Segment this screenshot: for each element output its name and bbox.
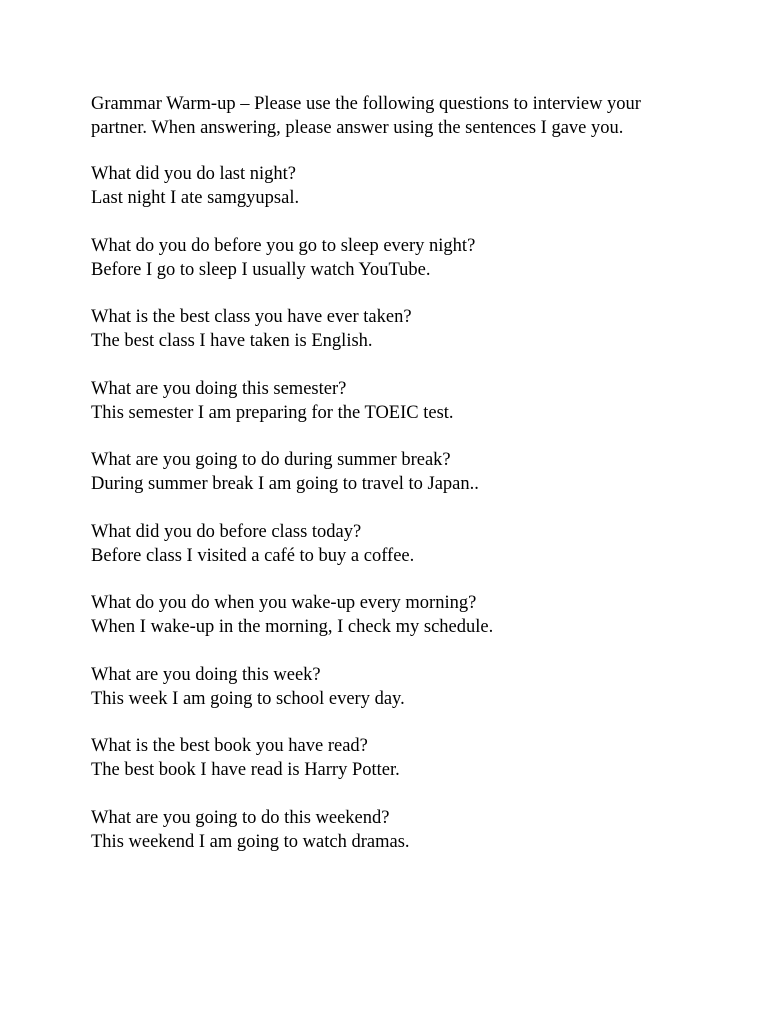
answer-text: Before I go to sleep I usually watch YouTube. (91, 259, 431, 280)
qa-item (91, 734, 691, 782)
instructions-paragraph: Grammar Warm-up – Please use the following questions to interview your partner. When answering, please answer using the sentences I gave you. (91, 94, 641, 138)
question-text: What are you going to do during summer break? (91, 450, 451, 470)
question-text: What do you do before you go to sleep every night? (91, 235, 476, 256)
qa-item (91, 663, 691, 711)
qa-item (91, 806, 691, 854)
answer-text: This weekend I am going to watch dramas. (91, 831, 410, 852)
question-text: What do you do when you wake-up every morning? (91, 593, 477, 613)
answer-text: During summer break I am going to travel to Japan.. (91, 474, 479, 494)
qa-item (91, 162, 691, 210)
answer-text: This semester I am preparing for the TOEIC test. (91, 402, 454, 423)
question-text: What did you do before class today? (91, 521, 362, 542)
question-text: What are you doing this semester? (91, 378, 347, 399)
qa-item (91, 305, 691, 353)
qa-item (91, 377, 691, 425)
answer-text: This week I am going to school every day. (91, 688, 405, 709)
answer-text: When I wake-up in the morning, I check my schedule. (91, 617, 494, 637)
qa-item (91, 591, 691, 639)
answer-text: Last night I ate samgyupsal. (91, 188, 300, 208)
qa-item (91, 520, 691, 568)
answer-text: The best book I have read is Harry Potter. (91, 760, 400, 780)
document-page (91, 92, 691, 877)
question-text: What is the best class you have ever taken? (91, 307, 412, 327)
question-text: What are you doing this week? (91, 664, 321, 685)
question-text: What are you going to do this weekend? (91, 807, 390, 828)
qa-item (91, 234, 691, 282)
answer-text: The best class I have taken is English. (91, 331, 373, 351)
answer-text: Before class I visited a café to buy a coffee. (91, 545, 415, 566)
qa-item (91, 448, 691, 496)
question-text: What did you do last night? (91, 164, 297, 184)
question-text: What is the best book you have read? (91, 736, 368, 756)
